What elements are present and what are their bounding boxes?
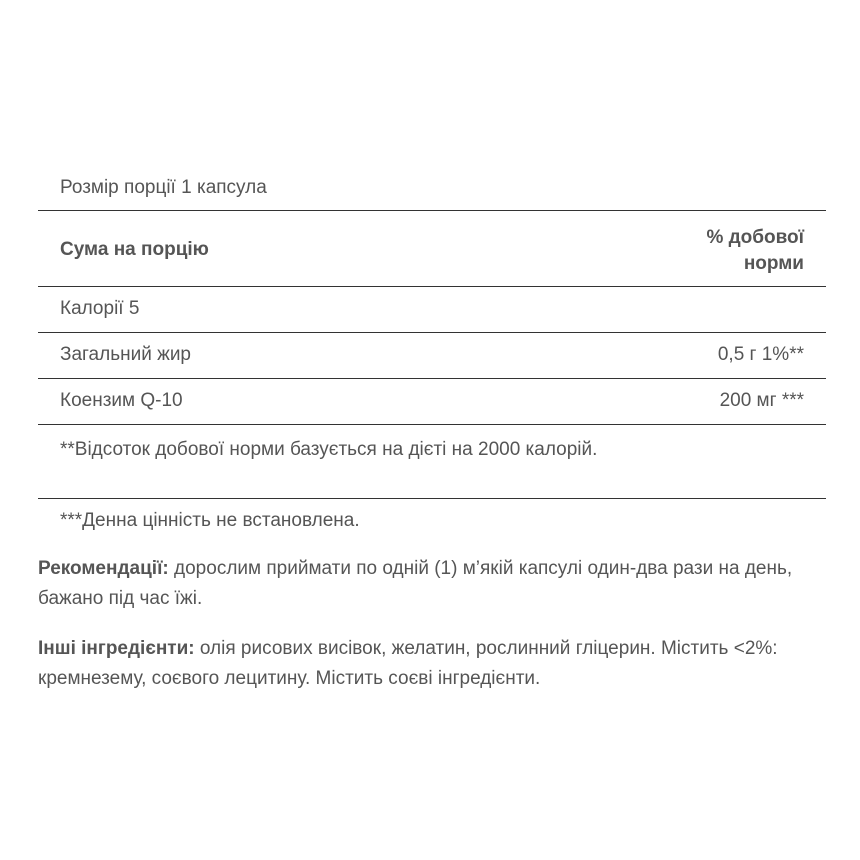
total-fat-label: Загальний жир bbox=[60, 344, 191, 365]
recommendations-text: дорослим приймати по одній (1) м’якій капсулі один-два рази на день, бажано під час їжі. bbox=[38, 558, 793, 609]
amount-per-serving-label: Сума на порцію bbox=[60, 239, 209, 260]
not-established-footnote-row bbox=[38, 499, 826, 539]
table-row-total-fat bbox=[38, 333, 826, 379]
other-ingredients-label: Інші інгредієнти: bbox=[38, 638, 195, 659]
recommendations-label: Рекомендації: bbox=[38, 558, 169, 579]
daily-value-header-line1: % добової bbox=[706, 227, 804, 248]
recommendations-paragraph bbox=[38, 554, 826, 614]
daily-value-footnote-row bbox=[38, 425, 826, 499]
serving-size-row bbox=[38, 166, 826, 211]
daily-value-header-line2: норми bbox=[743, 253, 804, 274]
table-header-row bbox=[38, 211, 826, 287]
serving-size-text: Розмір порції 1 капсула bbox=[60, 177, 267, 198]
table-row-calories bbox=[38, 287, 826, 333]
table-row-coq10 bbox=[38, 379, 826, 425]
other-ingredients-text: олія рисових висівок, желатин, рослинний гліцерин. Містить <2%: кремнезему, соєвого лецитину. Містить соєві інгредієнти. bbox=[38, 638, 778, 689]
supplement-facts-table bbox=[38, 166, 826, 539]
coq10-label: Коензим Q-10 bbox=[60, 390, 183, 411]
other-ingredients-paragraph bbox=[38, 634, 826, 694]
total-fat-value: 0,5 г 1%** bbox=[717, 344, 804, 365]
coq10-value: 200 мг *** bbox=[719, 390, 804, 411]
daily-value-header bbox=[706, 225, 804, 277]
daily-value-footnote: **Відсоток добової норми базується на дієті на 2000 калорій. bbox=[60, 439, 598, 460]
calories-label: Калорії 5 bbox=[60, 298, 140, 319]
not-established-footnote: ***Денна цінність не встановлена. bbox=[60, 510, 360, 531]
